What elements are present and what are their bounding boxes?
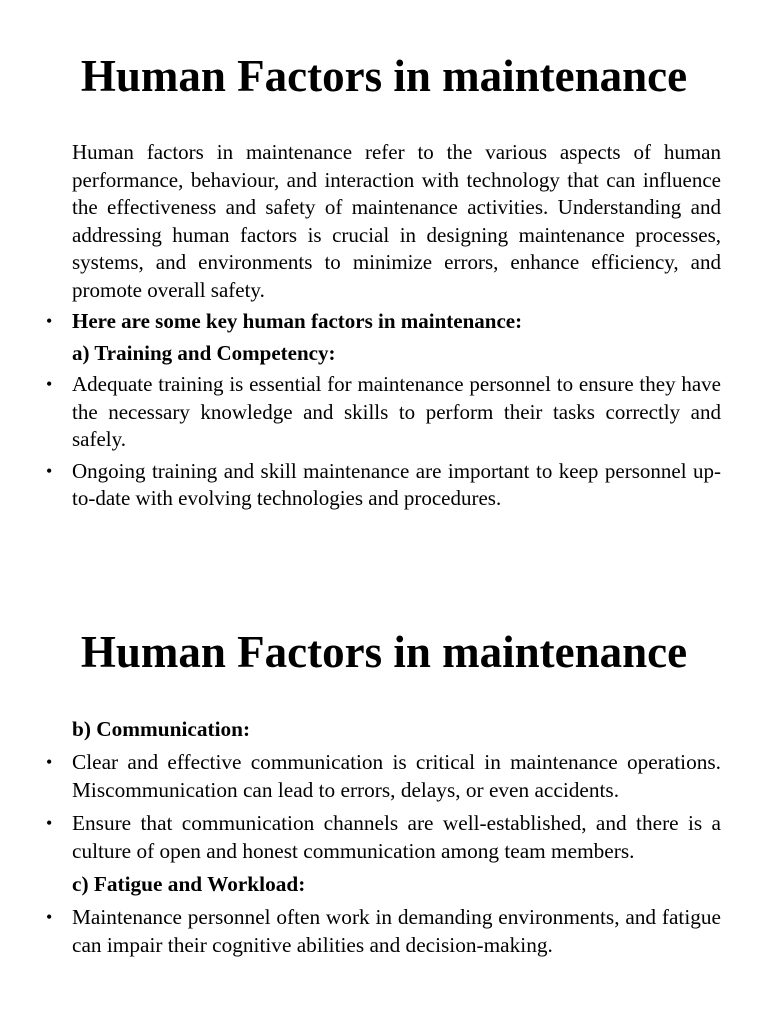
intro-paragraph: Human factors in maintenance refer to the various aspects of human performance, behaviour, and interaction with technology that can influence the effectiveness and safety of maintenance activities. Understanding and addressing human factors is crucial in designing maintenance processes, systems, and environments to minimize errors, enhance efficiency, and promote overall safety. <box>72 140 721 302</box>
section-a-bullet-2: • Ongoing training and skill maintenance are important to keep personnel up-to-date with evolving technologies and procedures. <box>72 458 721 513</box>
section-c-heading: c) Fatigue and Workload: <box>72 872 306 896</box>
section-a-heading: a) Training and Competency: <box>72 340 336 365</box>
section-c-bullet-1: • Maintenance personnel often work in demanding environments, and fatigue can impair their cognitive abilities and decision-making. <box>72 903 721 959</box>
slide-2 <box>0 576 768 1024</box>
section-b-heading: b) Communication: <box>72 717 251 741</box>
section-b-bullet-2: • Ensure that communication channels are well-established, and there is a culture of open and honest communication among team members. <box>72 809 721 865</box>
slide-content <box>72 715 721 959</box>
slide-content <box>72 139 721 513</box>
section-a-bullet-1: • Adequate training is essential for maintenance personnel to ensure they have the necessary knowledge and skills to perform their tasks correctly and safely. <box>72 371 721 454</box>
slide-title: Human Factors in maintenance <box>80 627 688 677</box>
slide-title: Human Factors in maintenance <box>80 51 688 101</box>
section-b-bullet-1: • Clear and effective communication is critical in maintenance operations. Miscommunication can lead to errors, delays, or even accidents. <box>72 748 721 804</box>
key-factors-heading: • Here are some key human factors in maintenance: <box>72 308 721 336</box>
